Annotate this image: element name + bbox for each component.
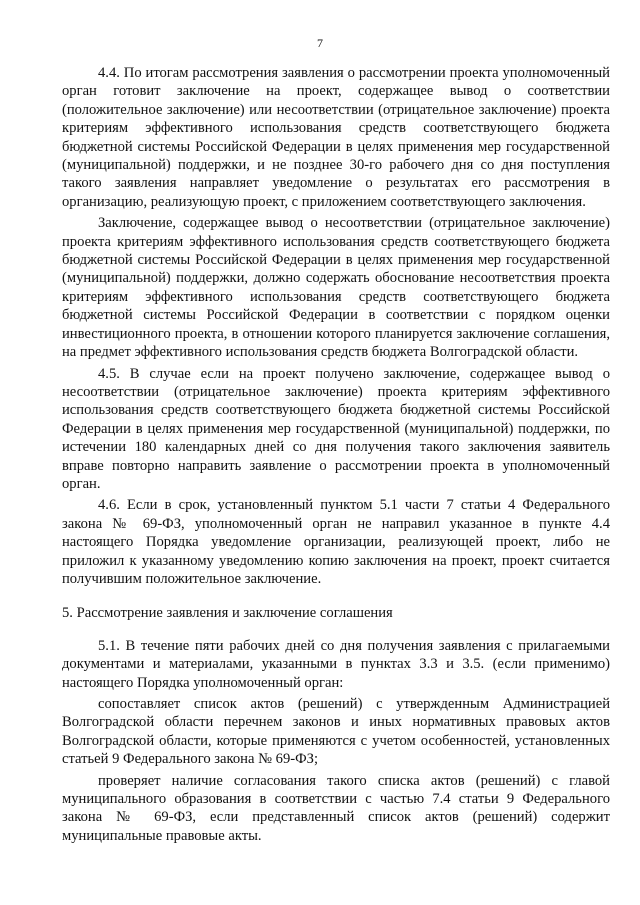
paragraph-4-5: 4.5. В случае если на проект получено заключение, содержащее вывод о несоответствии (отрицательное заключение) проекта критериям эффективного использования средств соответствующего бюджета бюджетной системы Российской Федерации в целях применения мер государственной (муниципальной) поддержки, по истечении 180 календарных дней со дня получения такого заключения заявитель вправе повторно направить заявление о рассмотрении проекта в уполномоченный орган. xyxy=(62,365,610,492)
paragraph-5-1: 5.1. В течение пяти рабочих дней со дня получения заявления с прилагаемыми документами и материалами, указанными в пунктах 3.3 и 3.5. (если применимо) настоящего Порядка уполномоченный орган: xyxy=(62,637,610,691)
paragraph-5-1-verify: проверяет наличие согласования такого списка актов (решений) с главой муниципального образования в соответствии с частью 7.4 статьи 9 Федерального закона № 69-ФЗ, если представленный список актов (решений) содержит муниципальные правовые акты. xyxy=(62,772,610,844)
document-body xyxy=(62,64,610,848)
paragraph-4-4: 4.4. По итогам рассмотрения заявления о рассмотрении проекта уполномоченный орган готовит заключение на проект, содержащее вывод о соответствии (положительное заключение) или несоответствии (отрицательное заключение) проекта критериям эффективного использования средств соответствующего бюджета бюджетной системы Российской Федерации в целях применения мер государственной (муниципальной) поддержки, и не позднее 30-го рабочего дня со дня поступления такого заявления направляет уведомление о результатах его рассмотрения в организацию, реализующую проект, с приложением соответствующего заключения. xyxy=(62,65,610,210)
paragraph-negative-conclusion: Заключение, содержащее вывод о несоответствии (отрицательное заключение) проекта критериям эффективного использования средств соответствующего бюджета бюджетной системы Российской Федерации в целях применения мер государственной (муниципальной) поддержки, должно содержать обоснование несоответствия проекта критериям эффективного использования средств соответствующего бюджета бюджетной системы Российской Федерации в соответствии с порядком оценки инвестиционного проекта, в отношении которого планируется заключение соглашения, на предмет эффективного использования средств бюджета Волгоградской области. xyxy=(62,215,610,361)
paragraph-5-1-compare: сопоставляет список актов (решений) с утвержденным Администрацией Волгоградской области перечнем законов и иных нормативных правовых актов Волгоградской области, которые применяются с учетом особенностей, установленных статьей 9 Федерального закона № 69-ФЗ; xyxy=(62,696,610,768)
page-number: 7 xyxy=(317,36,323,50)
section-5-heading: 5. Рассмотрение заявления и заключение соглашения xyxy=(62,605,393,622)
paragraph-4-6: 4.6. Если в срок, установленный пунктом 5.1 части 7 статьи 4 Федерального закона № 69-ФЗ, уполномоченный орган не направил указанное в пункте 4.4 настоящего Порядка уведомление организации, реализующей проект, либо не приложил к указанному уведомлению копию заключения на проект, проект считается получившим положительное заключение. xyxy=(62,497,610,587)
